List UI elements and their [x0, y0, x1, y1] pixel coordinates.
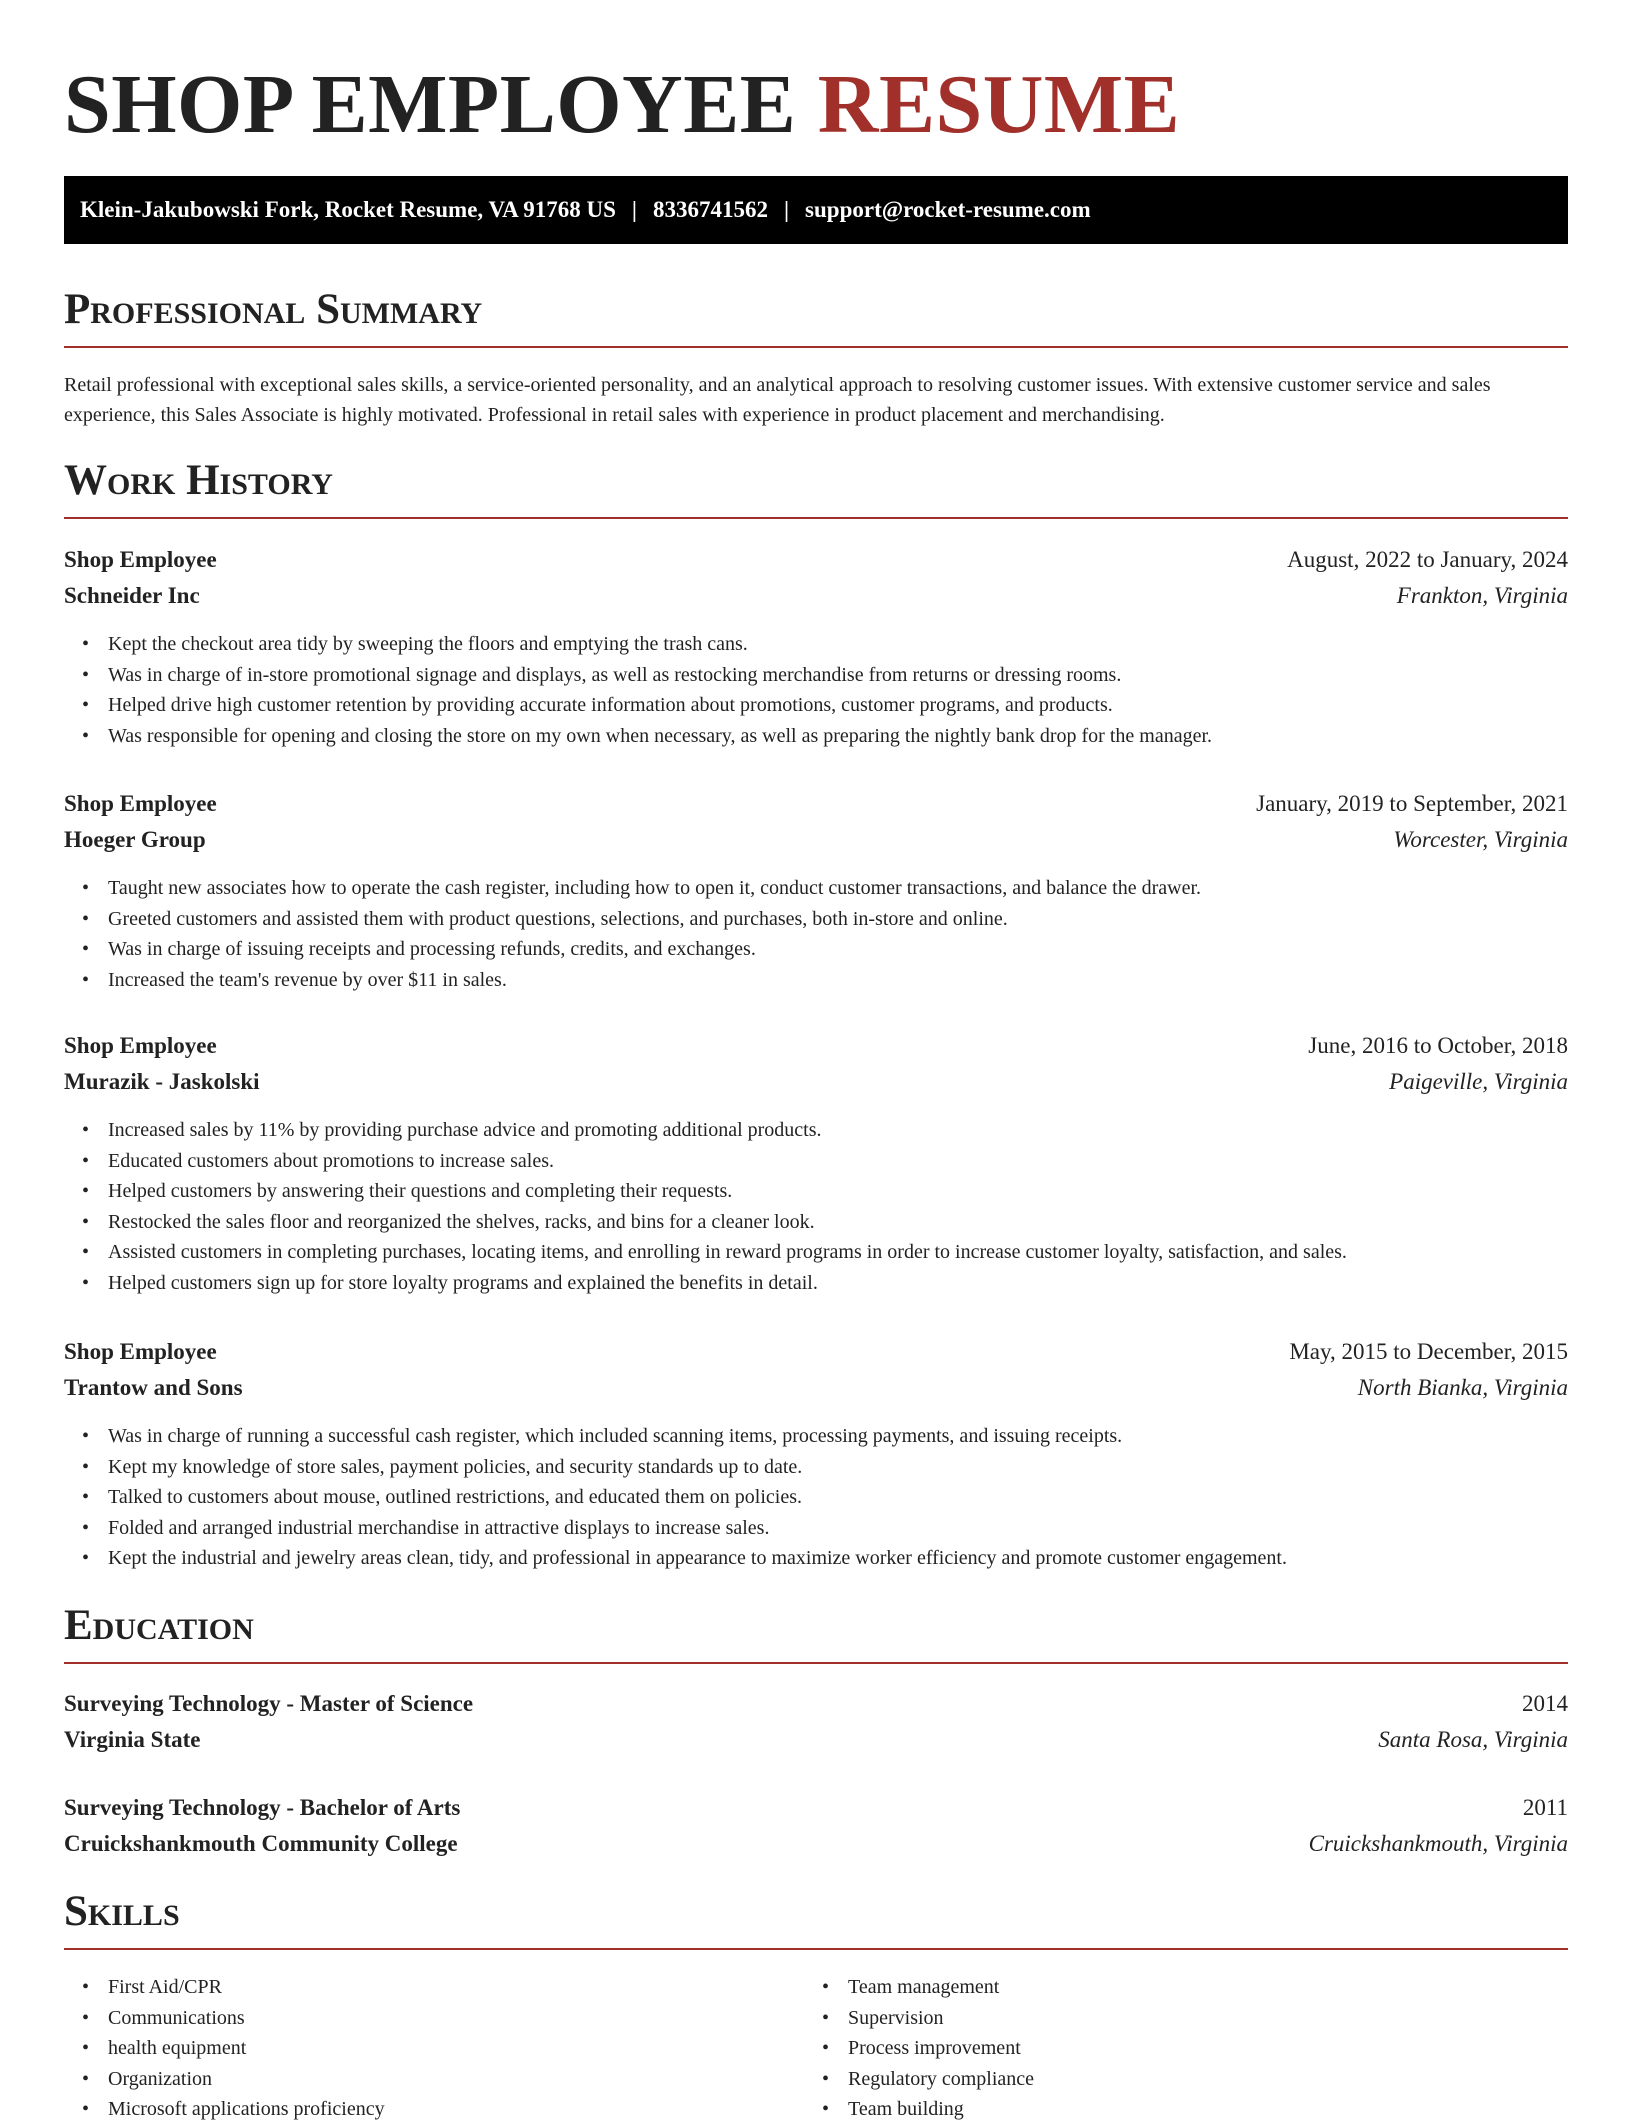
- contact-separator: |: [783, 197, 790, 222]
- job-bullet: • Kept my knowledge of store sales, payment policies, and security standards up to date.: [108, 1452, 1612, 1483]
- job-bullet: • Educated customers about promotions to increase sales.: [108, 1146, 1612, 1177]
- job-dates: January, 2019 to September, 2021: [1256, 791, 1568, 816]
- section-heading-skills: Skills: [64, 1886, 1568, 1950]
- skills-list-right: [804, 1972, 1632, 2125]
- job-bullet: • Helped drive high customer retention by providing accurate information about promotions, customer programs, and products.: [108, 690, 1612, 721]
- contact-phone: 8336741562: [652, 197, 768, 222]
- skill-item: • Microsoft applications proficiency: [108, 2094, 1612, 2125]
- skill-item: • Process improvement: [848, 2033, 1632, 2064]
- job-location: Worcester, Virginia: [1393, 827, 1568, 852]
- section-heading-work-history: Work History: [64, 455, 1568, 519]
- skill-item: • Team building: [848, 2094, 1632, 2125]
- job-bullet: • Assisted customers in completing purchases, locating items, and enrolling in reward programs in order to increase customer loyalty, satisfaction, and sales.: [108, 1237, 1612, 1268]
- job-bullet: • Kept the industrial and jewelry areas clean, tidy, and professional in appearance to maximize worker efficiency and promote customer engagement.: [108, 1543, 1612, 1574]
- job-bullet: • Folded and arranged industrial merchandise in attractive displays to increase sales.: [108, 1513, 1612, 1544]
- summary-text: Retail professional with exceptional sales skills, a service-oriented personality, and an analytical approach to resolving customer issues. With extensive customer service and sales experience, this Sales Associate is highly motivated. Professional in retail sales with experience in product placement and merchandising.: [64, 374, 1491, 426]
- job-dates: May, 2015 to December, 2015: [1289, 1339, 1568, 1364]
- job-dates: August, 2022 to January, 2024: [1287, 547, 1568, 572]
- section-heading-education: Education: [64, 1600, 1568, 1664]
- job-bullets: [64, 629, 1612, 751]
- skill-item: • First Aid/CPR: [108, 1972, 1612, 2003]
- education-location: Santa Rosa, Virginia: [1378, 1727, 1568, 1752]
- job-company: Schneider Inc: [64, 583, 200, 608]
- resume-title: [64, 50, 1180, 160]
- job-company: Trantow and Sons: [64, 1375, 243, 1400]
- skill-item: • Organization: [108, 2064, 1612, 2095]
- title-main: SHOP EMPLOYEE: [64, 58, 797, 151]
- job-title: Shop Employee: [64, 1339, 217, 1364]
- job-bullet: • Increased the team's revenue by over $11 in sales.: [108, 965, 1612, 996]
- job-bullet: • Helped customers sign up for store loyalty programs and explained the benefits in detail.: [108, 1268, 1612, 1299]
- skill-item: • Supervision: [848, 2003, 1632, 2034]
- contact-bar: [64, 176, 1568, 244]
- job-dates: June, 2016 to October, 2018: [1308, 1033, 1568, 1058]
- job-bullet: • Greeted customers and assisted them with product questions, selections, and purchases, both in-store and online.: [108, 904, 1612, 935]
- section-heading-summary: Professional Summary: [64, 284, 1568, 348]
- title-accent: RESUME: [817, 58, 1181, 151]
- contact-separator: |: [631, 197, 637, 222]
- job-location: Frankton, Virginia: [1396, 583, 1568, 608]
- contact-address: Klein-Jakubowski Fork, Rocket Resume, VA 91768 US: [80, 197, 616, 222]
- job-bullet: • Was responsible for opening and closing the store on my own when necessary, as well as preparing the nightly bank drop for the manager.: [108, 721, 1612, 752]
- job-bullet: • Taught new associates how to operate the cash register, including how to open it, conduct customer transactions, and balance the drawer.: [108, 873, 1612, 904]
- job-bullet: • Restocked the sales floor and reorganized the shelves, racks, and bins for a cleaner look.: [108, 1207, 1612, 1238]
- job-location: Paigeville, Virginia: [1389, 1069, 1568, 1094]
- job-bullet: • Kept the checkout area tidy by sweeping the floors and emptying the trash cans.: [108, 629, 1612, 660]
- job-title: Shop Employee: [64, 1033, 217, 1058]
- skill-item: • health equipment: [108, 2033, 1612, 2064]
- job-bullet: • Was in charge of in-store promotional signage and displays, as well as restocking merchandise from returns or dressing rooms.: [108, 660, 1612, 691]
- job-bullets: [64, 873, 1612, 995]
- education-degree: Surveying Technology - Master of Science: [64, 1691, 474, 1716]
- job-title: Shop Employee: [64, 547, 217, 572]
- skill-item: • Team management: [848, 1972, 1632, 2003]
- job-title: Shop Employee: [64, 791, 217, 816]
- education-location: Cruickshankmouth, Virginia: [1308, 1831, 1568, 1856]
- education-year: 2011: [1522, 1795, 1568, 1820]
- job-bullet: • Was in charge of running a successful cash register, which included scanning items, processing payments, and issuing receipts.: [108, 1421, 1612, 1452]
- education-degree: Surveying Technology - Bachelor of Arts: [64, 1795, 461, 1820]
- job-bullets: [64, 1115, 1612, 1298]
- job-company: Murazik - Jaskolski: [64, 1069, 260, 1094]
- education-school: Cruickshankmouth Community College: [64, 1831, 458, 1856]
- contact-email[interactable]: support@rocket-resume.com: [805, 197, 1091, 222]
- job-company: Hoeger Group: [64, 827, 206, 852]
- skill-item: • Regulatory compliance: [848, 2064, 1632, 2095]
- job-bullet: • Increased sales by 11% by providing purchase advice and promoting additional products.: [108, 1115, 1612, 1146]
- education-year: 2014: [1522, 1691, 1568, 1716]
- job-bullet: • Was in charge of issuing receipts and processing refunds, credits, and exchanges.: [108, 934, 1612, 965]
- education-school: Virginia State: [64, 1727, 201, 1752]
- job-bullet: • Talked to customers about mouse, outlined restrictions, and educated them on policies.: [108, 1482, 1612, 1513]
- job-bullet: • Helped customers by answering their questions and completing their requests.: [108, 1176, 1612, 1207]
- skill-item: • Communications: [108, 2003, 1612, 2034]
- job-bullets: [64, 1421, 1612, 1574]
- job-location: North Bianka, Virginia: [1357, 1375, 1568, 1400]
